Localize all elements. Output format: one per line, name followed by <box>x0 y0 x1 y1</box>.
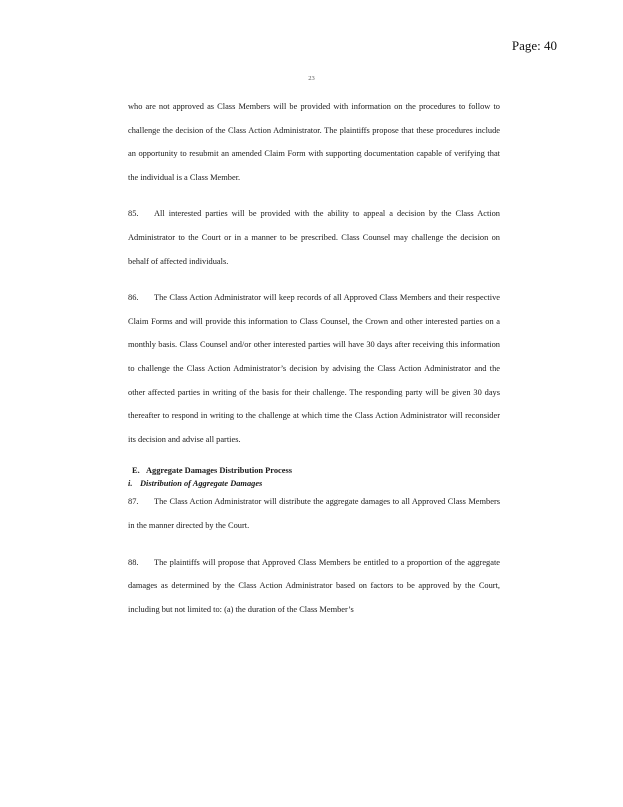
paragraph-number: 85. <box>128 209 139 219</box>
paragraph-number: 88. <box>128 557 139 567</box>
page-label: Page: 40 <box>511 38 557 53</box>
paragraph-text: The Class Action Administrator will distribute the aggregate damages to all Approved Class Members in the manner directed by the Court. <box>128 497 500 530</box>
document-body <box>128 95 500 634</box>
paragraph-88 <box>128 551 500 622</box>
continuation-paragraph: who are not approved as Class Members will be provided with information on the procedures to follow to challenge the decision of the Class Action Administrator. The plaintiffs propose that these procedures include an opportunity to resubmit an amended Claim Form with supporting documentation capable of verifying that the individual is a Class Member. <box>128 102 500 182</box>
paragraph-text: All interested parties will be provided with the ability to appeal a decision by the Class Action Administrator to the Court or in a manner to be prescribed. Class Counsel may challenge the decision on behalf of affected individuals. <box>128 209 500 266</box>
section-title: Aggregate Damages Distribution Process <box>146 466 292 476</box>
subsection-title: Distribution of Aggregate Damages <box>140 479 263 489</box>
paragraph-number: 86. <box>128 293 139 303</box>
paragraph-85 <box>128 202 500 273</box>
subsection-heading-i <box>128 478 500 490</box>
subsection-numeral: i. <box>128 479 133 489</box>
page-number: 23 <box>308 75 315 82</box>
paragraph-text: The plaintiffs will propose that Approved Class Members be entitled to a proportion of the aggregate damages as determined by the Class Action Administrator based on factors to be approved by the Court, including but not limited to: (a) the duration of the Class Member’s <box>128 557 500 614</box>
paragraph-86 <box>128 286 500 451</box>
paragraph-number: 87. <box>128 497 139 507</box>
paragraph-87 <box>128 490 500 537</box>
section-heading-e <box>128 464 500 478</box>
paragraph-text: The Class Action Administrator will keep records of all Approved Class Members and their respective Claim Forms and will provide this information to Class Counsel, the Crown and other interested parties on a monthly basis. Class Counsel and/or other interested parties will have 30 days after receiving this information to challenge the Class Action Administrator’s decision by advising the Class Action Administrator and the other affected parties in writing of the basis for their challenge. The responding party will be given 30 days thereafter to respond in writing to the challenge at which time the Class Action Administrator will reconsider its decision and advise all parties. <box>128 293 500 444</box>
section-letter: E. <box>132 466 140 476</box>
